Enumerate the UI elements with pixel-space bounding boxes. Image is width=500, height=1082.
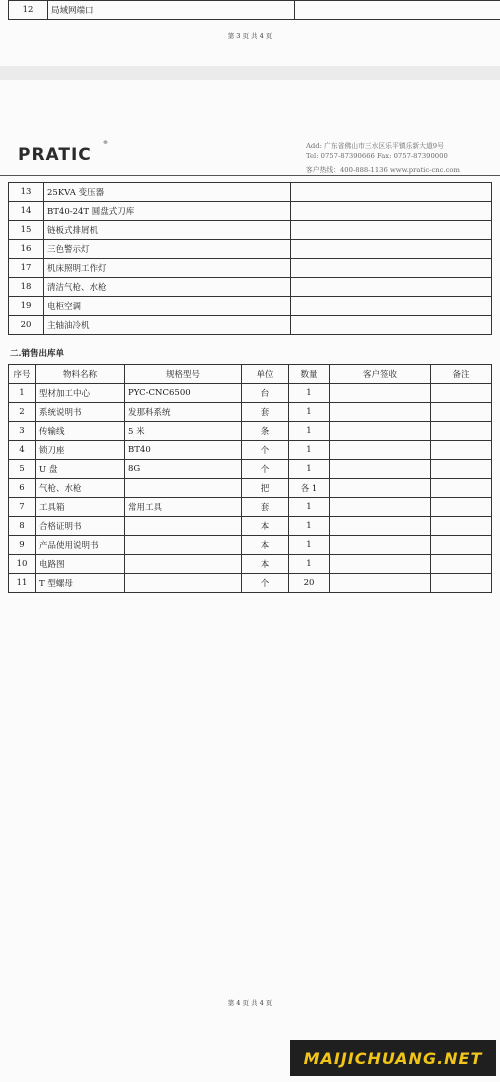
company-address: Add: 广东省佛山市三水区乐平镇乐新大道9号 [306, 142, 444, 150]
quantity: 1 [289, 441, 330, 460]
signature-cell [330, 422, 431, 441]
signature-cell [330, 574, 431, 593]
unit: 本 [242, 517, 289, 536]
spec [125, 479, 242, 498]
quantity: 1 [289, 536, 330, 555]
item-name: 电柜空调 [44, 297, 291, 316]
row-number: 11 [9, 574, 36, 593]
row-number: 17 [9, 259, 44, 278]
material-name: 锁刀座 [36, 441, 125, 460]
unit: 把 [242, 479, 289, 498]
spec [125, 517, 242, 536]
row-number: 14 [9, 202, 44, 221]
signature-cell [330, 536, 431, 555]
unit: 套 [242, 403, 289, 422]
material-name: 合格证明书 [36, 517, 125, 536]
material-name: T 型螺母 [36, 574, 125, 593]
material-name: U 盘 [36, 460, 125, 479]
unit: 本 [242, 555, 289, 574]
empty-cell [291, 316, 492, 335]
table-row [9, 1, 500, 20]
sales-table [8, 364, 492, 593]
page-4 [0, 80, 500, 1082]
table-row [9, 574, 492, 593]
empty-cell [291, 240, 492, 259]
remark-cell [431, 479, 492, 498]
table-row [9, 316, 492, 335]
table-row [9, 479, 492, 498]
table-row [9, 460, 492, 479]
material-name: 系统说明书 [36, 403, 125, 422]
signature-cell [330, 460, 431, 479]
registered-mark-icon: ® [103, 140, 108, 146]
remark-cell [431, 384, 492, 403]
quantity: 1 [289, 498, 330, 517]
table-row [9, 240, 492, 259]
row-number: 4 [9, 441, 36, 460]
remark-cell [431, 517, 492, 536]
spec: 常用工具 [125, 498, 242, 517]
table-row [9, 555, 492, 574]
table-row [9, 202, 492, 221]
table-row [9, 536, 492, 555]
unit: 个 [242, 574, 289, 593]
unit: 个 [242, 441, 289, 460]
row-number: 3 [9, 422, 36, 441]
col-header: 数量 [289, 365, 330, 384]
row-number: 5 [9, 460, 36, 479]
page-3-fragment [0, 0, 500, 66]
empty-cell [291, 259, 492, 278]
unit: 条 [242, 422, 289, 441]
material-name: 电路图 [36, 555, 125, 574]
material-name: 工具箱 [36, 498, 125, 517]
spec: BT40 [125, 441, 242, 460]
header-divider [0, 175, 500, 176]
row-number: 9 [9, 536, 36, 555]
remark-cell [431, 574, 492, 593]
quantity: 1 [289, 555, 330, 574]
empty-cell [291, 221, 492, 240]
item-name: 25KVA 变压器 [44, 183, 291, 202]
spec [125, 555, 242, 574]
signature-cell [330, 517, 431, 536]
watermark-text: MAIJICHUANG.NET [303, 1049, 483, 1068]
unit: 台 [242, 384, 289, 403]
quantity: 20 [289, 574, 330, 593]
company-phone: Tel: 0757-87390666 Fax: 0757-87390000 [306, 152, 448, 160]
spec: PYC-CNC6500 [125, 384, 242, 403]
table-row [9, 278, 492, 297]
quantity: 1 [289, 460, 330, 479]
quantity: 1 [289, 422, 330, 441]
remark-cell [431, 403, 492, 422]
row-number: 18 [9, 278, 44, 297]
empty-cell [291, 297, 492, 316]
signature-cell [330, 479, 431, 498]
empty-cell [295, 1, 500, 20]
table-row [9, 297, 492, 316]
row-number: 10 [9, 555, 36, 574]
section-title: 二.销售出库单 [10, 349, 64, 359]
col-header: 客户签收 [330, 365, 431, 384]
col-header: 规格型号 [125, 365, 242, 384]
item-name: 机床照明工作灯 [44, 259, 291, 278]
remark-cell [431, 460, 492, 479]
table-row [9, 384, 492, 403]
table-row [9, 183, 492, 202]
table-row [9, 422, 492, 441]
unit: 套 [242, 498, 289, 517]
spec: 5 米 [125, 422, 242, 441]
remark-cell [431, 422, 492, 441]
remark-cell [431, 498, 492, 517]
item-name: BT40-24T 圆盘式刀库 [44, 202, 291, 221]
config-table-top [8, 0, 500, 20]
quantity: 各 1 [289, 479, 330, 498]
empty-cell [291, 183, 492, 202]
remark-cell [431, 555, 492, 574]
item-name: 三色警示灯 [44, 240, 291, 259]
unit: 本 [242, 536, 289, 555]
pratic-logo: PRATIC [18, 145, 92, 165]
col-header: 序号 [9, 365, 36, 384]
remark-cell [431, 441, 492, 460]
empty-cell [291, 202, 492, 221]
col-header: 备注 [431, 365, 492, 384]
material-name: 气枪、水枪 [36, 479, 125, 498]
quantity: 1 [289, 384, 330, 403]
table-header-row [9, 365, 492, 384]
table-row [9, 517, 492, 536]
spec [125, 536, 242, 555]
col-header: 物料名称 [36, 365, 125, 384]
signature-cell [330, 403, 431, 422]
row-number: 6 [9, 479, 36, 498]
spec [125, 574, 242, 593]
unit: 个 [242, 460, 289, 479]
signature-cell [330, 555, 431, 574]
signature-cell [330, 498, 431, 517]
row-number: 8 [9, 517, 36, 536]
table-row [9, 259, 492, 278]
material-name: 传输线 [36, 422, 125, 441]
spec: 发那科系统 [125, 403, 242, 422]
page-footer: 第 4 页 共 4 页 [227, 999, 273, 1007]
row-number: 16 [9, 240, 44, 259]
config-table [8, 182, 492, 335]
table-row [9, 403, 492, 422]
row-number: 19 [9, 297, 44, 316]
signature-cell [330, 384, 431, 403]
row-number: 2 [9, 403, 36, 422]
col-header: 单位 [242, 365, 289, 384]
page-footer: 第 3 页 共 4 页 [227, 32, 273, 40]
row-number: 7 [9, 498, 36, 517]
item-name: 链板式排屑机 [44, 221, 291, 240]
row-number: 15 [9, 221, 44, 240]
item-name: 主轴油冷机 [44, 316, 291, 335]
material-name: 型材加工中心 [36, 384, 125, 403]
row-number: 13 [9, 183, 44, 202]
table-row [9, 441, 492, 460]
item-name: 局域网端口 [48, 1, 295, 20]
table-row [9, 221, 492, 240]
quantity: 1 [289, 403, 330, 422]
item-name: 清洁气枪、水枪 [44, 278, 291, 297]
table-row [9, 498, 492, 517]
watermark-banner [290, 1040, 496, 1076]
quantity: 1 [289, 517, 330, 536]
row-number: 20 [9, 316, 44, 335]
remark-cell [431, 536, 492, 555]
signature-cell [330, 441, 431, 460]
row-number: 12 [9, 1, 48, 20]
company-hotline: 客户热线：400-888-1136 www.pratic-cnc.com [306, 166, 460, 174]
row-number: 1 [9, 384, 36, 403]
material-name: 产品使用说明书 [36, 536, 125, 555]
empty-cell [291, 278, 492, 297]
spec: 8G [125, 460, 242, 479]
